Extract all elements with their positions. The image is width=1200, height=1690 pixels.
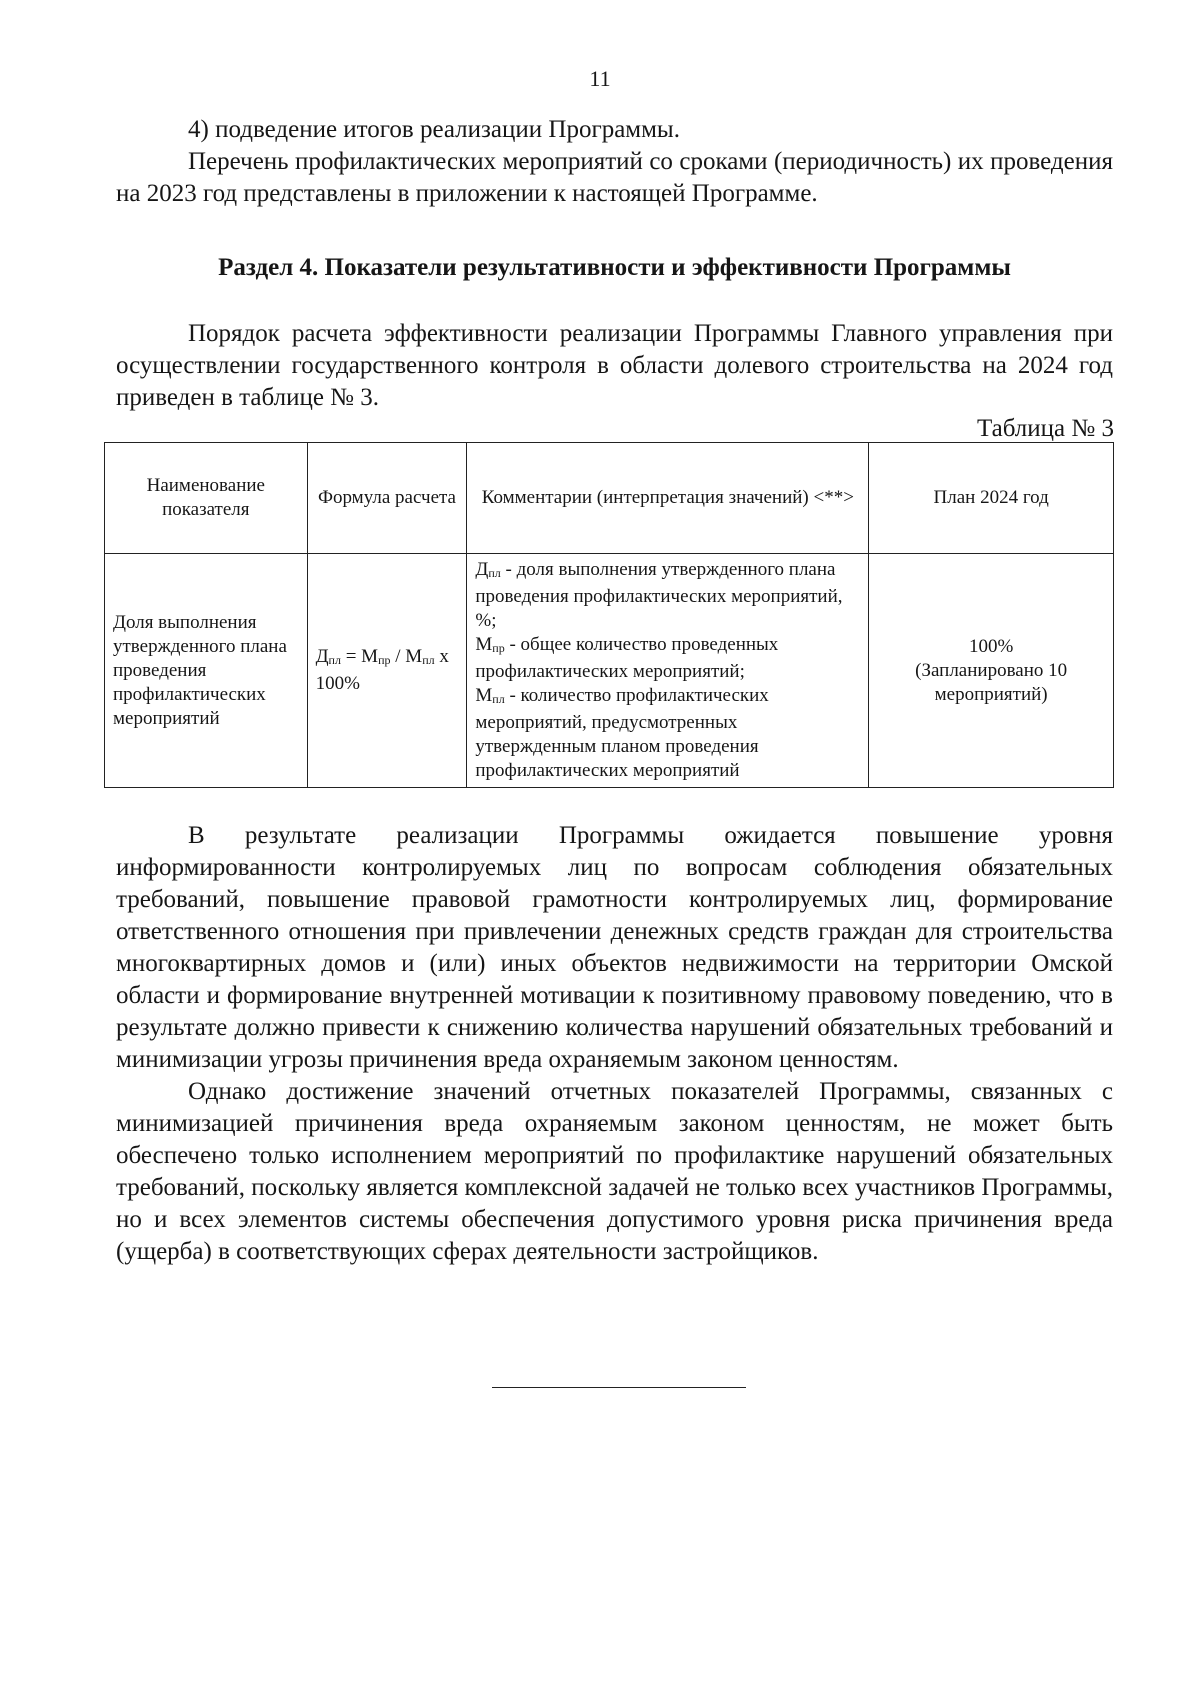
comment-3-sub: пл <box>492 692 505 706</box>
plan-value: 100% <box>968 635 1014 657</box>
closing-rule <box>492 1387 746 1388</box>
cell-formula <box>307 554 467 788</box>
comment-line-3 <box>475 684 860 783</box>
results-paragraph-2: Однако достижение значений отчетных показателей Программы, связанных с минимизацией причинения вреда охраняемым законом ценностям, не может быть обеспечено только исполнением мероприятий по профилактике нарушений обязательных требований, поскольку является комплексной задачей не только всех участников Программы, но и всех элементов системы обеспечения допустимого уровня риска причинения вреда (ущерба) в соответствующих сферах деятельности застройщиков. <box>116 1078 1113 1265</box>
formula-d-sub: пл <box>328 653 341 667</box>
cell-plan <box>869 554 1114 788</box>
comment-line-1 <box>475 558 860 633</box>
comment-1-sub: пл <box>488 566 501 580</box>
comment-2-symbol: М <box>475 634 493 655</box>
indicators-table <box>104 442 1114 788</box>
section-heading: Раздел 4. Показатели результативности и эффективности Программы <box>218 254 1011 281</box>
table-label: Таблица № 3 <box>976 415 1114 442</box>
table-header-row <box>105 443 1114 554</box>
comment-1-symbol: Д <box>475 559 489 580</box>
formula-slash: / М <box>390 646 423 667</box>
formula-tail: х 100% <box>315 646 449 694</box>
plan-note: (Запланировано 10 мероприятий) <box>915 659 1068 705</box>
cell-comment <box>467 554 869 788</box>
comment-2-sub: пр <box>492 641 505 655</box>
header-comment: Комментарии (интерпретация значений) <**> <box>467 443 869 554</box>
comment-line-2 <box>475 633 860 684</box>
section-paragraph-block <box>116 318 1113 414</box>
formula-m1-sub: пр <box>378 653 391 667</box>
header-formula: Формула расчета <box>307 443 467 554</box>
intro-item-4: 4) подведение итогов реализации Программы. <box>188 116 680 143</box>
comment-3-text: - количество профилактических мероприятий, предусмотренных утвержденным планом проведения профилактических мероприятий <box>475 685 769 781</box>
intro-list-note: Перечень профилактических мероприятий со сроками (периодичность) их проведения на 2023 год представлены в приложении к настоящей Программе. <box>116 148 1113 207</box>
comment-2-text: - общее количество проведенных профилактических мероприятий; <box>475 634 779 682</box>
formula-m2-sub: пл <box>422 653 435 667</box>
cell-indicator-name: Доля выполнения утвержденного плана проведения профилактических мероприятий <box>105 554 308 788</box>
header-name: Наименование показателя <box>105 443 308 554</box>
intro-block <box>116 114 1113 210</box>
page-number: 11 <box>589 66 611 91</box>
formula-eq: = М <box>340 646 379 667</box>
table-row <box>105 554 1114 788</box>
header-plan: План 2024 год <box>869 443 1114 554</box>
formula-d: Д <box>315 646 329 667</box>
comment-3-symbol: М <box>475 685 493 706</box>
results-block <box>116 820 1113 1268</box>
comment-1-text: - доля выполнения утвержденного плана проведения профилактических мероприятий, %; <box>475 559 843 631</box>
results-paragraph-1: В результате реализации Программы ожидается повышение уровня информированности контролируемых лиц по вопросам соблюдения обязательных требований, повышение правовой грамотности контролируемых лиц, формирование ответственного отношения при привлечении денежных средств граждан для строительства многоквартирных домов и (или) иных объектов недвижимости на территории Омской области и формирование внутренней мотивации к позитивному правовому поведению, что в результате должно привести к снижению количества нарушений обязательных требований и минимизации угрозы причинения вреда охраняемым законом ценностям. <box>116 822 1113 1073</box>
section-paragraph: Порядок расчета эффективности реализации Программы Главного управления при осуществлении государственного контроля в области долевого строительства на 2024 год приведен в таблице № 3. <box>116 320 1113 411</box>
